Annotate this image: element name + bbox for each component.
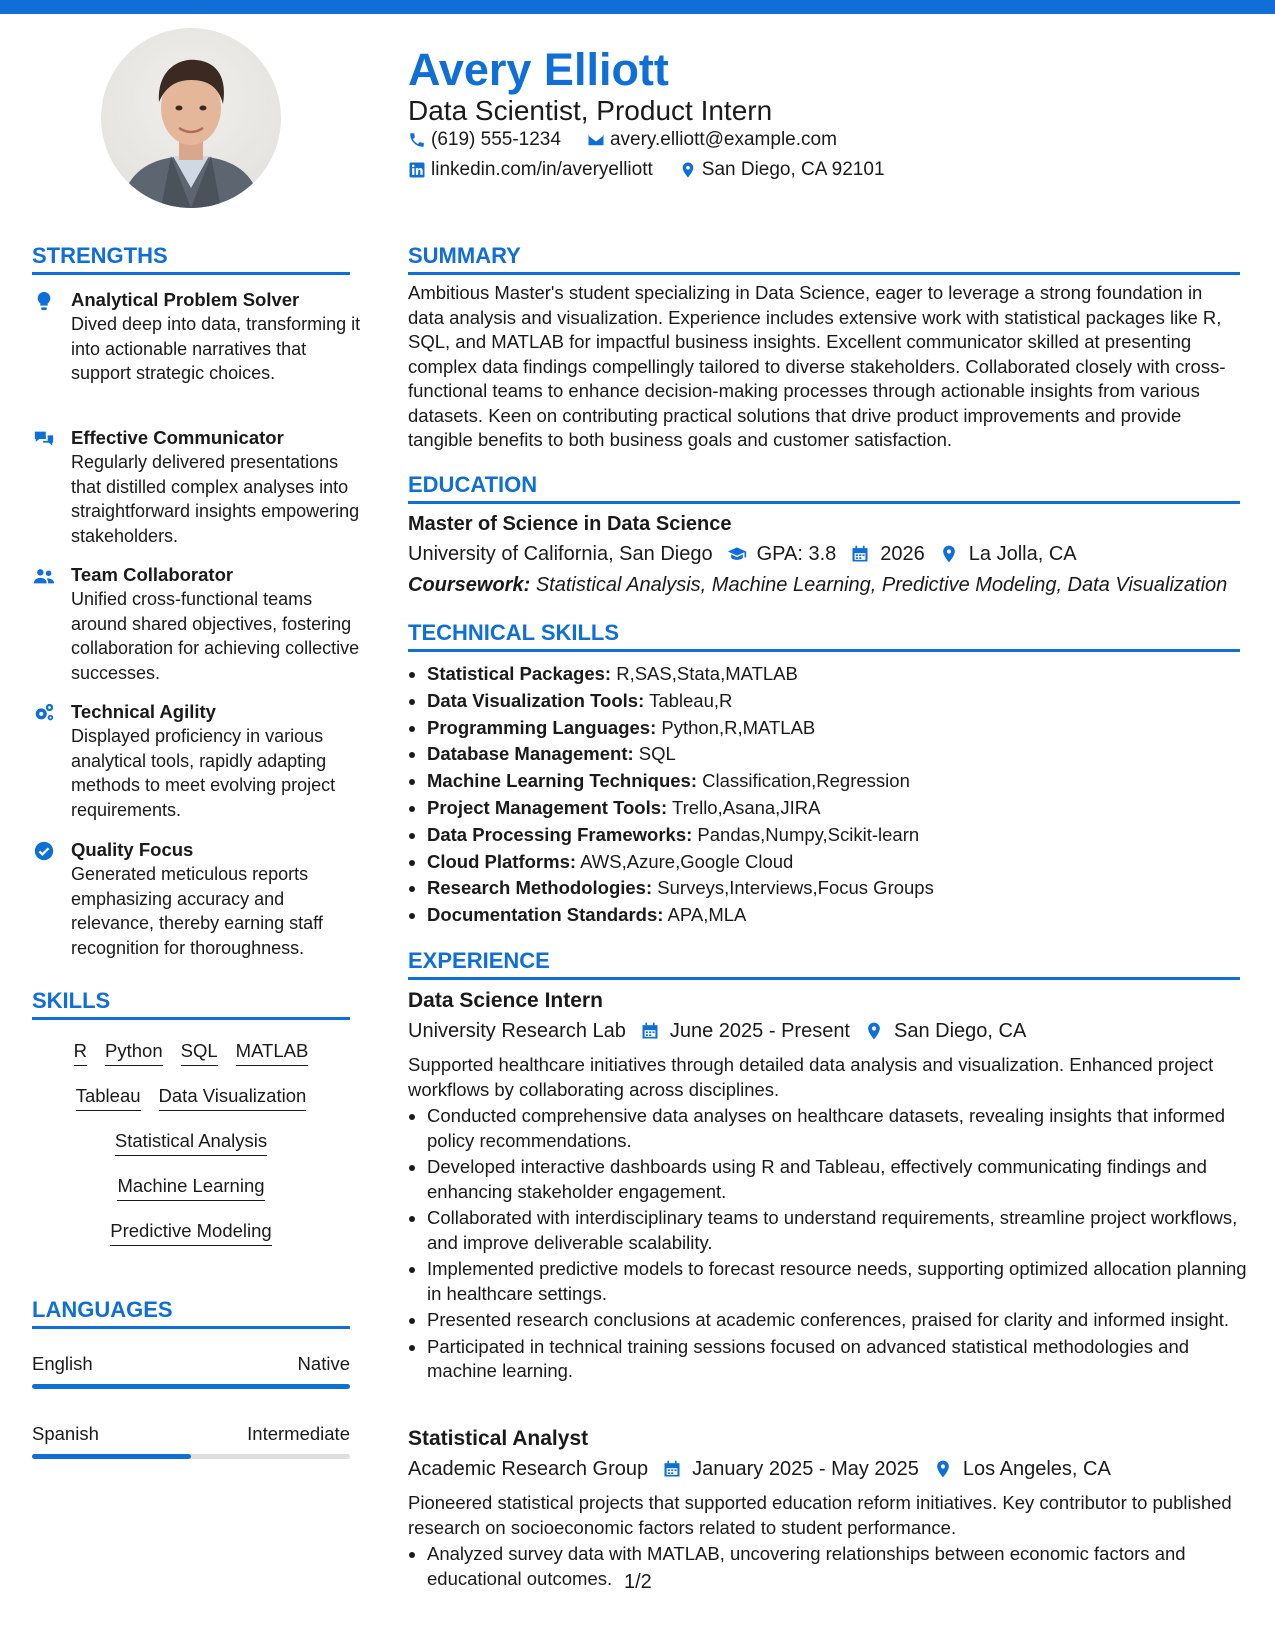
- job-org: University Research Lab: [408, 1020, 626, 1042]
- tech-label: Programming Languages:: [427, 716, 657, 738]
- job-title: Data Science Intern: [408, 989, 603, 1012]
- graduation-year: 2026: [880, 543, 925, 565]
- list-item: [427, 715, 934, 742]
- language-item: [32, 1422, 350, 1459]
- list-item: • Participated in technical training sessions focused on advanced statistical methodologies and machine learning.: [427, 1335, 1257, 1384]
- skills-rule: [32, 1017, 350, 1020]
- list-item: • Implemented predictive models to forecast resource needs, supporting optimized allocation planning in healthcare settings.: [427, 1257, 1257, 1306]
- tech-value: APA,MLA: [667, 904, 747, 926]
- location-contact: [679, 158, 885, 182]
- school-name: University of California, San Diego: [408, 543, 713, 565]
- profile-photo: [101, 28, 281, 208]
- tech-label: Project Management Tools:: [427, 796, 668, 818]
- tech-label: Statistical Packages:: [427, 663, 612, 684]
- skill-chip: Machine Learning: [117, 1173, 264, 1201]
- email-contact[interactable]: [587, 128, 837, 152]
- job-location: Los Angeles, CA: [962, 1458, 1111, 1480]
- list-item: [427, 688, 934, 715]
- strength-title: Effective Communicator: [71, 427, 284, 448]
- tech-label: Data Visualization Tools:: [427, 689, 645, 711]
- skill-chip: Python: [105, 1038, 163, 1066]
- gears-icon: [32, 702, 56, 724]
- list-item: [427, 741, 934, 768]
- email-text: avery.elliott@example.com: [609, 129, 837, 150]
- skills-row: [32, 1173, 350, 1218]
- tech-value: Surveys,Interviews,Focus Groups: [657, 877, 934, 899]
- users-icon: [32, 565, 56, 587]
- languages-heading: LANGUAGES: [32, 1297, 173, 1322]
- language-name: English: [32, 1353, 93, 1374]
- strength-title: Technical Agility: [71, 701, 216, 722]
- calendar-icon: [640, 1021, 660, 1041]
- skill-chip: Statistical Analysis: [115, 1128, 267, 1156]
- lightbulb-icon: [32, 290, 56, 312]
- tech-value: R,SAS,Stata,MATLAB: [616, 663, 798, 684]
- technical-skills-list: [408, 661, 934, 929]
- list-item: • Analyzed survey data with MATLAB, uncovering relationships between economic factors and educational outcomes.: [427, 1542, 1257, 1591]
- skills-row: [32, 1218, 350, 1263]
- tech-label: Research Methodologies:: [427, 877, 653, 899]
- list-item: [427, 661, 934, 688]
- calendar-icon: [850, 544, 870, 564]
- skills-row: [32, 1083, 350, 1128]
- tech-value: Pandas,Numpy,Scikit-learn: [697, 823, 920, 845]
- candidate-name: Avery Elliott: [408, 44, 669, 95]
- skills-chips: [32, 1038, 350, 1263]
- strength-desc: Unified cross-functional teams around shared objectives, fostering collaboration for achieving collective successes.: [71, 589, 360, 683]
- contact-row-1: [408, 128, 837, 152]
- job-meta: [408, 1018, 1026, 1044]
- job-title: Statistical Analyst: [408, 1427, 589, 1450]
- skill-chip: Tableau: [76, 1083, 141, 1111]
- language-proficiency-fill: [32, 1384, 350, 1389]
- phone-icon: [408, 131, 426, 149]
- comments-icon: [32, 428, 56, 450]
- summary-rule: [408, 272, 1240, 275]
- skill-chip: Predictive Modeling: [110, 1218, 271, 1246]
- strength-title: Analytical Problem Solver: [71, 289, 300, 310]
- linkedin-contact[interactable]: [408, 158, 653, 182]
- experience-rule: [408, 977, 1240, 980]
- phone-text: (619) 555-1234: [431, 129, 561, 150]
- skills-row: [32, 1038, 350, 1083]
- skill-chip: Data Visualization: [159, 1083, 307, 1111]
- coursework-line: [408, 572, 1227, 598]
- languages-rule: [32, 1326, 350, 1329]
- list-item: [427, 875, 934, 902]
- contact-row-2: [408, 158, 885, 182]
- person-portrait-icon: [101, 28, 281, 208]
- tech-value: AWS,Azure,Google Cloud: [580, 850, 794, 872]
- job-bullets: [408, 1542, 1257, 1593]
- education-rule: [408, 501, 1240, 504]
- education-heading: EDUCATION: [408, 472, 538, 497]
- skill-chip: SQL: [181, 1038, 218, 1066]
- list-item: • Developed interactive dashboards using R and Tableau, effectively communicating findings and enhancing stakeholder engagement.: [427, 1155, 1257, 1204]
- gpa-text: GPA: 3.8: [756, 543, 837, 565]
- list-item: [427, 849, 934, 876]
- coursework-label: Coursework:: [408, 574, 531, 596]
- tech-value: Trello,Asana,JIRA: [672, 796, 821, 818]
- tech-label: Database Management:: [427, 743, 634, 765]
- candidate-role: Data Scientist, Product Intern: [408, 95, 773, 126]
- list-item: • Collaborated with interdisciplinary teams to understand requirements, streamline project workflows, and improve deliverable scalability.: [427, 1206, 1257, 1255]
- skills-row: [32, 1128, 350, 1173]
- job-org: Academic Research Group: [408, 1458, 649, 1480]
- strength-desc: Regularly delivered presentations that distilled complex analyses into straightforward insights empowering stakeholders.: [71, 452, 360, 546]
- experience-heading: EXPERIENCE: [408, 948, 550, 973]
- strength-item: [32, 288, 362, 386]
- strength-item: [32, 426, 362, 548]
- tech-value: Classification,Regression: [702, 770, 910, 792]
- coursework-text: Statistical Analysis, Machine Learning, Predictive Modeling, Data Visualization: [535, 574, 1228, 596]
- technical-skills-rule: [408, 649, 1240, 652]
- tech-value: Python,R,MATLAB: [661, 716, 816, 738]
- graduation-cap-icon: [727, 544, 747, 564]
- strength-title: Team Collaborator: [71, 564, 234, 585]
- language-level: Native: [297, 1353, 350, 1374]
- summary-heading: SUMMARY: [408, 243, 521, 268]
- strengths-rule: [32, 272, 350, 275]
- technical-skills-heading: TECHNICAL SKILLS: [408, 620, 620, 645]
- job-dates: June 2025 - Present: [669, 1020, 850, 1042]
- tech-label: Cloud Platforms:: [427, 850, 577, 872]
- tech-label: Machine Learning Techniques:: [427, 770, 698, 792]
- strength-desc: Generated meticulous reports emphasizing accuracy and relevance, thereby earning staff recognition for thoroughness.: [71, 864, 323, 958]
- map-pin-icon: [939, 544, 959, 564]
- strength-desc: Displayed proficiency in various analytical tools, rapidly adapting methods to meet evolving project requirements.: [71, 726, 336, 820]
- language-proficiency-track: [32, 1454, 350, 1459]
- strength-item: [32, 838, 362, 960]
- strength-item: [32, 563, 362, 685]
- list-item: [427, 902, 934, 929]
- school-location: La Jolla, CA: [968, 543, 1077, 565]
- skill-chip: MATLAB: [236, 1038, 309, 1066]
- linkedin-text: linkedin.com/in/averyelliott: [431, 159, 653, 180]
- tech-label: Data Processing Frameworks:: [427, 823, 693, 845]
- language-level: Intermediate: [247, 1423, 350, 1444]
- degree-title: Master of Science in Data Science: [408, 513, 732, 535]
- calendar-icon: [662, 1459, 682, 1479]
- strengths-heading: STRENGTHS: [32, 243, 168, 268]
- skills-heading: SKILLS: [32, 988, 111, 1013]
- tech-value: Tableau,R: [649, 689, 733, 711]
- phone-contact[interactable]: [408, 128, 561, 152]
- job-location: San Diego, CA: [894, 1020, 1027, 1042]
- education-meta: [408, 541, 1077, 567]
- linkedin-icon: [408, 161, 426, 179]
- tech-value: SQL: [638, 743, 676, 765]
- check-circle-icon: [32, 840, 56, 862]
- strength-title: Quality Focus: [71, 839, 194, 860]
- job-description: Supported healthcare initiatives through detailed data analysis and visualization. Enhanced project workflows by collaborating across disciplines.: [408, 1054, 1214, 1100]
- map-pin-icon: [864, 1021, 884, 1041]
- page-number: 1/2: [624, 1571, 652, 1593]
- top-accent-bar: [0, 0, 1275, 14]
- language-item: [32, 1352, 350, 1389]
- skill-chip: R: [74, 1038, 87, 1066]
- list-item: • Presented research conclusions at academic conferences, praised for clarity and informed insight.: [427, 1308, 1257, 1333]
- job-meta: [408, 1456, 1111, 1482]
- list-item: [427, 795, 934, 822]
- strength-desc: Dived deep into data, transforming it into actionable narratives that support strategic choices.: [71, 314, 361, 383]
- map-pin-icon: [679, 161, 697, 179]
- envelope-icon: [587, 131, 605, 149]
- list-item: • Conducted comprehensive data analyses on healthcare datasets, revealing insights that informed policy recommendations.: [427, 1104, 1257, 1153]
- language-proficiency-track: [32, 1384, 350, 1389]
- map-pin-icon: [933, 1459, 953, 1479]
- language-name: Spanish: [32, 1423, 99, 1444]
- language-proficiency-fill: [32, 1454, 191, 1459]
- strength-item: [32, 700, 362, 822]
- list-item: [427, 768, 934, 795]
- job-description: Pioneered statistical projects that supported education reform initiatives. Key contributor to published research on socioeconomic factors related to student performance.: [408, 1492, 1232, 1538]
- job-bullets: [408, 1104, 1257, 1386]
- list-item: [427, 822, 934, 849]
- tech-label: Documentation Standards:: [427, 904, 664, 926]
- summary-text: Ambitious Master's student specializing in Data Science, eager to leverage a strong foundation in data analysis and visualization. Experience includes extensive work with statistical packages like R, SQL, and MATLAB for impactful business insights. Excellent communicator skilled at presenting complex data findings compellingly tailored to diverse stakeholders. Collaborated closely with cross-functional teams to enhance decision-making processes through actionable insights from various datasets. Keen on contributing practical solutions that drive product improvements and provide tangible benefits to both business goals and customer satisfaction.: [408, 282, 1226, 450]
- location-text: San Diego, CA 92101: [701, 159, 885, 180]
- job-dates: January 2025 - May 2025: [692, 1458, 919, 1480]
